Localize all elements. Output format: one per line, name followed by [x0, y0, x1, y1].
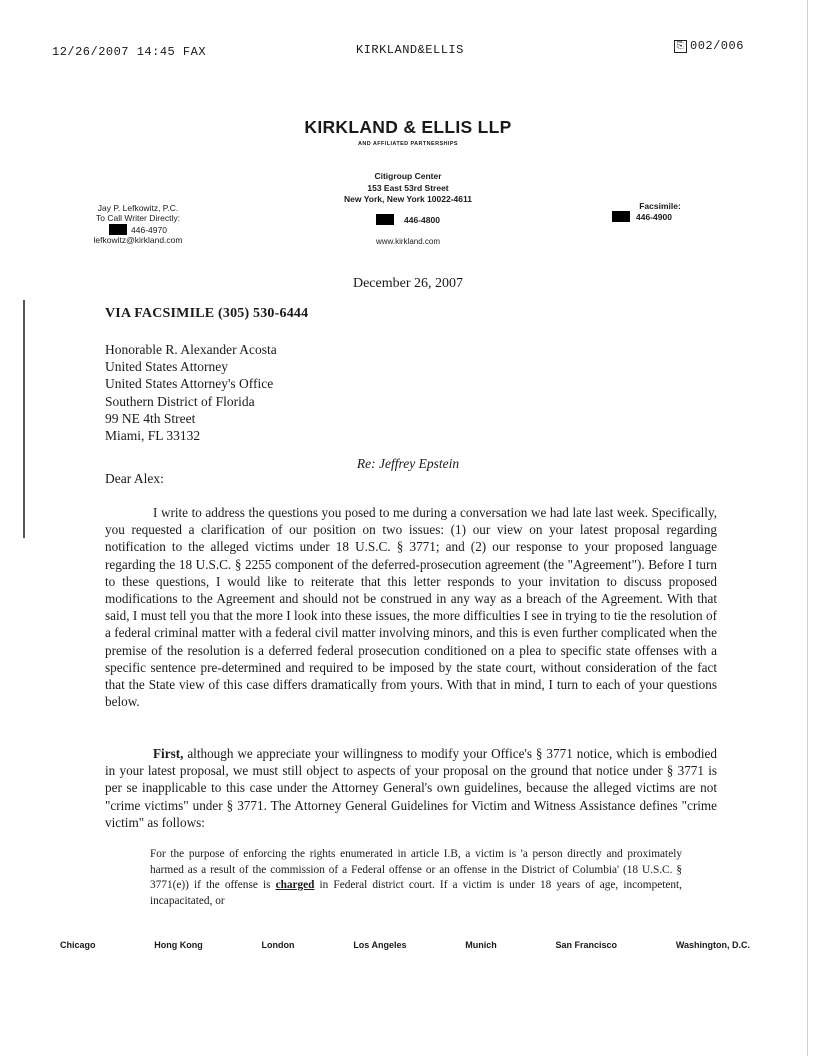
page-edge	[807, 0, 808, 1056]
fax-datetime: 12/26/2007 14:45 FAX	[52, 45, 207, 59]
subject-line: Re: Jeffrey Epstein	[356, 456, 460, 471]
office-los-angeles: Los Angeles	[353, 940, 407, 950]
office-washington: Washington, D.C.	[675, 940, 750, 950]
firm-address-line: New York, New York 10022-4611	[344, 194, 472, 204]
office-hong-kong: Hong Kong	[154, 940, 203, 950]
firm-website: www.kirkland.com	[375, 237, 440, 246]
firm-subtitle: AND AFFILIATED PARTNERSHIPS	[358, 141, 458, 147]
quote-emphasis: charged	[275, 879, 315, 892]
fax-page-number	[674, 39, 744, 53]
page-icon: ⎘	[674, 40, 687, 53]
facsimile-number	[612, 211, 672, 222]
writer-phone	[78, 224, 198, 235]
writer-name: Jay P. Lefkowitz, P.C.	[97, 203, 179, 213]
quote-text: For the purpose of enforcing the rights enumerated in article I.B, a victim is 'a person directly and proximately harmed as a result of the commission of a Federal offense or an offense in the District of Columbia' (18 U.S.C. § 3771(e)) if the offense is	[150, 848, 682, 892]
redaction-box	[376, 214, 394, 225]
addressee-line: United States Attorney	[105, 359, 228, 375]
facsimile-number-text: 446-4900	[636, 211, 672, 222]
body-paragraph	[105, 745, 717, 831]
office-chicago: Chicago	[60, 940, 96, 950]
scan-edge-mark	[23, 300, 25, 538]
facsimile-label: Facsimile:	[639, 201, 681, 211]
addressee-line: Miami, FL 33132	[105, 428, 201, 444]
redaction-box	[612, 211, 630, 222]
office-san-francisco: San Francisco	[555, 940, 618, 950]
writer-direct-label: To Call Writer Directly:	[96, 213, 180, 223]
addressee-line: United States Attorney's Office	[105, 376, 274, 392]
addressee-line: 99 NE 4th Street	[105, 410, 196, 426]
office-locations	[60, 940, 750, 950]
office-munich: Munich	[465, 940, 497, 950]
addressee-line: Honorable R. Alexander Acosta	[105, 342, 277, 357]
fax-sender: KIRKLAND&ELLIS	[356, 43, 464, 57]
salutation: Dear Alex:	[105, 471, 164, 486]
body-paragraph: I write to address the questions you posed to me during a conversation we had late last week. Specifically, you requested a clarification of our position on two issues: (1) our view on your latest proposal regarding notification to the alleged victims under 18 U.S.C. § 3771; and (2) our response to your proposed language regarding the 18 U.S.C. § 2255 component of the deferred-prosecution agreement (the "Agreement"). Before I turn to these questions, I would like to reiterate that this letter responds to your invitation to discuss proposed modifications to the Agreement and should not be construed in any way as a breach of the Agreement. With that said, I must tell you that the more I look into these issues, the more difficulties I see in trying to tie the resolution of a federal criminal matter with a federal civil matter involving minors, and this is even further complicated when the premise of the resolution is a deferred federal prosecution conditioned on a plea to specific state offenses with a specific sentence pre-determined and required to be imposed by the state court, without consideration of the fact that the State view of this case differs dramatically from yours. With that in mind, I turn to each of your questions below.	[105, 505, 717, 710]
firm-address-line: Citigroup Center	[374, 171, 442, 181]
firm-address-line: 153 East 53rd Street	[367, 183, 449, 193]
addressee-line: Southern District of Florida	[105, 393, 255, 409]
fax-page-label: 002/006	[690, 39, 744, 53]
paragraph-lead: First,	[153, 746, 184, 761]
redaction-box	[109, 224, 127, 235]
letter-date: December 26, 2007	[352, 276, 464, 291]
addressee-block	[105, 341, 277, 444]
writer-email: lefkowitz@kirkland.com	[93, 235, 183, 245]
firm-name: KIRKLAND & ELLIS LLP	[304, 117, 512, 137]
block-quote	[150, 847, 682, 909]
office-london: London	[261, 940, 295, 950]
firm-phone-number: 446-4800	[404, 214, 440, 225]
paragraph-text: although we appreciate your willingness to modify your Office's § 3771 notice, which is embodied in your latest proposal, we must still object to aspects of your proposal on the ground that notice under § 3771 is per se inapplicable to this case under the Attorney General's own guidelines, because the alleged victims are not "crime victims" under § 3771. The Attorney General Guidelines for Victim and Witness Assistance defines "crime victim" as follows:	[105, 746, 717, 830]
delivery-method: VIA FACSIMILE (305) 530-6444	[105, 306, 309, 321]
quote-text: in Federal district court. If a victim is under 18 years of age, incompetent, incapacitated, or	[150, 879, 682, 907]
writer-phone-number: 446-4970	[131, 224, 167, 235]
